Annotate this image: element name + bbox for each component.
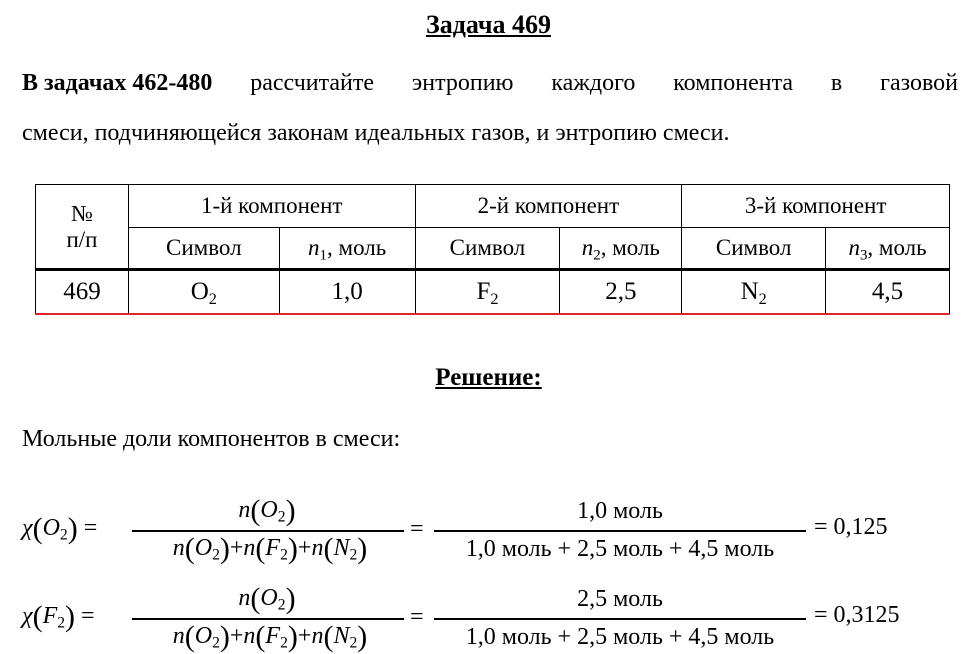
cell-n3: 4,5 bbox=[826, 270, 950, 315]
cell-n2: 2,5 bbox=[560, 270, 682, 315]
statement-line-2: смеси, подчиняющейся законам идеальных газов, и энтропию смеси. bbox=[22, 120, 730, 146]
table-header-row-1 bbox=[36, 185, 950, 228]
fraction-bar bbox=[434, 618, 806, 620]
header-number-cell: № п/п bbox=[36, 185, 129, 270]
statement-word: каждого bbox=[551, 70, 636, 96]
cell-symbol-1: $O_2$ bbox=[128, 270, 279, 315]
cell-n1: 1,0 bbox=[279, 270, 415, 315]
numeric-numerator: 1,0 моль bbox=[577, 498, 663, 524]
header-symbol-3: Символ bbox=[682, 228, 826, 270]
equals-sign: = bbox=[410, 604, 424, 630]
cell-symbol-3: $N_2$ bbox=[682, 270, 826, 315]
statement-word: энтропию bbox=[411, 70, 514, 96]
header-symbol-2: Символ bbox=[415, 228, 560, 270]
result-value: = 0,125 bbox=[814, 514, 888, 540]
symbolic-denominator: $n(O_2)+n(F_2)+n(N_2)$ bbox=[172, 620, 368, 653]
equation-lhs: $\chi(F_2)$ = bbox=[22, 600, 95, 633]
table-row bbox=[36, 270, 950, 315]
problem-title: Задача 469 bbox=[426, 10, 551, 39]
result-value: = 0,3125 bbox=[814, 602, 900, 628]
header-n3: $n_3$, моль bbox=[826, 228, 950, 270]
statement-word: газовой bbox=[880, 70, 958, 96]
statement-word: рассчитайте bbox=[250, 70, 375, 96]
header-component-1: 1-й компонент bbox=[128, 185, 415, 228]
header-n1: $n_1$, моль bbox=[279, 228, 415, 270]
statement-bold-range: В задачах 462-480 bbox=[22, 70, 213, 96]
symbolic-denominator: $n(O_2)+n(F_2)+n(N_2)$ bbox=[172, 532, 368, 565]
table-header-row-2 bbox=[36, 228, 950, 270]
numeric-denominator: 1,0 моль + 2,5 моль + 4,5 моль bbox=[465, 624, 775, 650]
statement-word: в bbox=[830, 70, 843, 96]
numeric-numerator: 2,5 моль bbox=[577, 586, 663, 612]
numeric-denominator: 1,0 моль + 2,5 моль + 4,5 моль bbox=[465, 536, 775, 562]
components-table bbox=[35, 184, 950, 315]
statement-line-1 bbox=[22, 58, 958, 108]
header-component-2: 2-й компонент bbox=[415, 185, 682, 228]
solution-heading: Решение: bbox=[435, 364, 542, 391]
equation-lhs: $\chi(O_2)$ = bbox=[22, 512, 98, 545]
cell-number: 469 bbox=[36, 270, 129, 315]
header-component-3: 3-й компонент bbox=[682, 185, 950, 228]
mole-fractions-intro: Мольные доли компонентов в смеси: bbox=[22, 426, 401, 452]
statement-word: компонента bbox=[673, 70, 794, 96]
equals-sign: = bbox=[410, 516, 424, 542]
cell-symbol-2: $F_2$ bbox=[415, 270, 560, 315]
header-symbol-1: Символ bbox=[128, 228, 279, 270]
fraction-bar bbox=[434, 530, 806, 532]
problem-statement bbox=[22, 58, 958, 158]
header-n2: $n_2$, моль bbox=[560, 228, 682, 270]
symbolic-numerator: $n(O_2)$ bbox=[238, 582, 296, 615]
symbolic-numerator: $n(O_2)$ bbox=[238, 494, 296, 527]
